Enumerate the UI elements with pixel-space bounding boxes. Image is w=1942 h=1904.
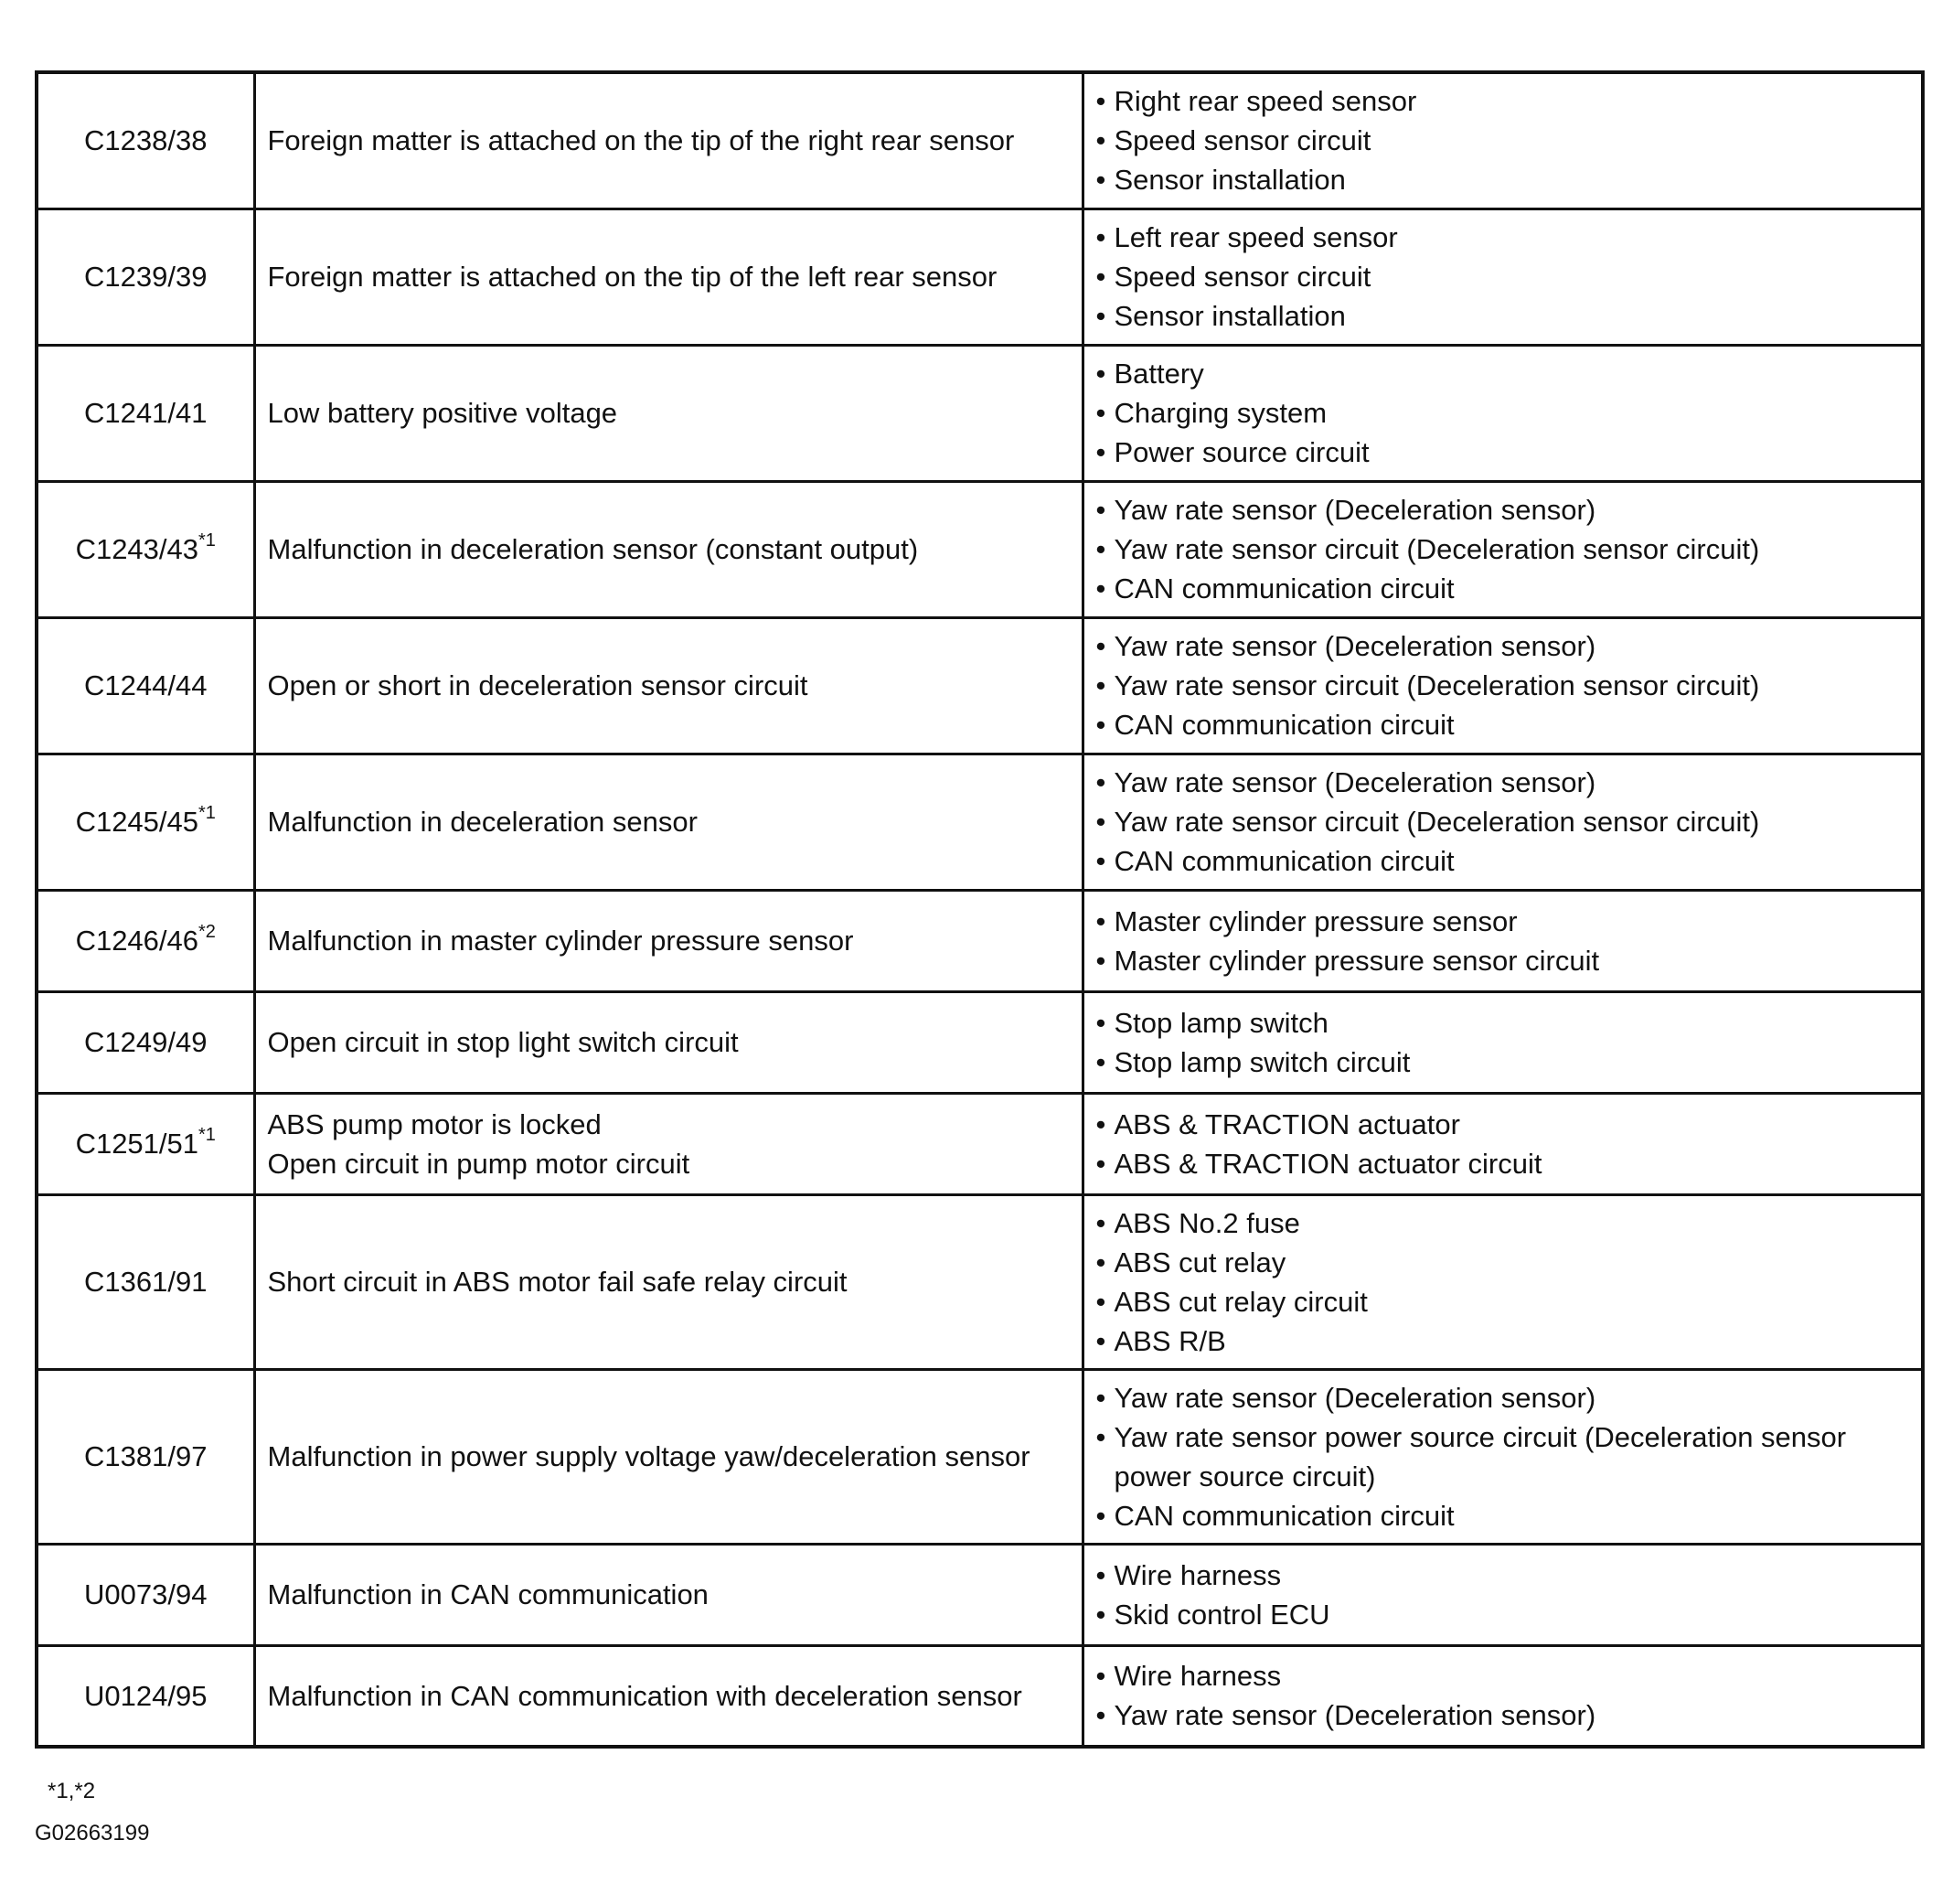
dtc-code: U0073/94 — [84, 1578, 208, 1610]
trouble-area-list — [1096, 626, 1922, 744]
trouble-area-text: Wire harness — [1114, 1558, 1282, 1591]
list-item — [1096, 1556, 1922, 1595]
trouble-area-text: Yaw rate sensor circuit (Deceleration sensor circuit) — [1114, 669, 1760, 701]
dtc-code: C1381/97 — [84, 1440, 208, 1472]
dtc-code-cell — [37, 1645, 254, 1747]
bullet-icon: • — [1095, 1598, 1106, 1631]
detection-cell — [254, 1645, 1083, 1747]
bullet-icon: • — [1095, 494, 1106, 526]
trouble-area-cell — [1083, 209, 1923, 345]
trouble-area-cell — [1083, 345, 1923, 481]
list-item — [1096, 257, 1922, 296]
trouble-area-cell — [1083, 1093, 1923, 1194]
trouble-area-text: Yaw rate sensor (Deceleration sensor) — [1114, 766, 1596, 798]
bullet-icon: • — [1095, 1660, 1106, 1693]
bullet-icon: • — [1095, 904, 1106, 937]
detection-text: Foreign matter is attached on the tip of the right rear sensor — [267, 124, 1015, 157]
detection-text: Malfunction in power supply voltage yaw/deceleration sensor — [267, 1440, 1030, 1472]
list-item — [1096, 529, 1922, 569]
bullet-icon: • — [1095, 436, 1106, 468]
bullet-icon: • — [1095, 1324, 1106, 1357]
trouble-area-text: Charging system — [1114, 397, 1328, 429]
trouble-area-list — [1096, 1656, 1922, 1735]
trouble-area-list — [1096, 1203, 1922, 1361]
detection-cell — [254, 345, 1083, 481]
detection-text: Short circuit in ABS motor fail safe relay circuit — [267, 1266, 848, 1298]
trouble-area-text: ABS cut relay circuit — [1114, 1285, 1368, 1318]
trouble-area-text: CAN communication circuit — [1114, 572, 1455, 604]
list-item — [1096, 1203, 1922, 1243]
detection-cell — [254, 754, 1083, 890]
bullet-icon: • — [1095, 709, 1106, 741]
detection-text: ABS pump motor is locked — [267, 1107, 602, 1140]
trouble-area-list — [1096, 1378, 1922, 1535]
trouble-area-list — [1096, 763, 1922, 881]
table-row — [37, 991, 1923, 1093]
trouble-area-cell — [1083, 72, 1923, 209]
bullet-icon: • — [1095, 397, 1106, 429]
bullet-icon: • — [1095, 1558, 1106, 1591]
dtc-code: C1246/46 — [75, 925, 199, 957]
bullet-icon: • — [1095, 1147, 1106, 1180]
trouble-area-text: Yaw rate sensor (Deceleration sensor) — [1114, 1699, 1596, 1732]
list-item — [1096, 1105, 1922, 1144]
dtc-code-cell — [37, 209, 254, 345]
list-item — [1096, 569, 1922, 608]
trouble-area-cell — [1083, 1369, 1923, 1544]
dtc-code-cell — [37, 1093, 254, 1194]
bullet-icon: • — [1095, 85, 1106, 118]
dtc-code: U0124/95 — [84, 1679, 208, 1712]
trouble-area-text: Yaw rate sensor circuit (Deceleration sensor circuit) — [1114, 533, 1760, 565]
trouble-area-text: ABS No.2 fuse — [1114, 1206, 1300, 1239]
list-item — [1096, 705, 1922, 744]
trouble-area-text: Skid control ECU — [1114, 1598, 1330, 1631]
trouble-area-cell — [1083, 991, 1923, 1093]
dtc-code-cell — [37, 890, 254, 991]
list-item — [1096, 1695, 1922, 1735]
trouble-area-text: Power source circuit — [1114, 436, 1370, 468]
detection-cell — [254, 1544, 1083, 1645]
list-item — [1096, 218, 1922, 257]
trouble-area-text: Left rear speed sensor — [1114, 221, 1398, 253]
dtc-code: C1251/51 — [75, 1128, 199, 1160]
list-item — [1096, 802, 1922, 841]
dtc-code-cell — [37, 72, 254, 209]
detection-cell — [254, 617, 1083, 754]
dtc-code-cell — [37, 754, 254, 890]
dtc-footnote-marker: *1 — [198, 530, 216, 551]
trouble-area-list — [1096, 218, 1922, 336]
bullet-icon: • — [1095, 164, 1106, 197]
table-row — [37, 72, 1923, 209]
trouble-area-text: ABS & TRACTION actuator — [1114, 1107, 1460, 1140]
trouble-area-list — [1096, 81, 1922, 199]
dtc-code-cell — [37, 991, 254, 1093]
table-row — [37, 1369, 1923, 1544]
list-item — [1096, 941, 1922, 980]
trouble-area-text: Battery — [1114, 358, 1204, 390]
bullet-icon: • — [1095, 806, 1106, 838]
bullet-icon: • — [1095, 1006, 1106, 1039]
dtc-code: C1249/49 — [84, 1026, 208, 1058]
dtc-table — [35, 70, 1925, 1749]
list-item — [1096, 1417, 1922, 1496]
dtc-code-cell — [37, 1544, 254, 1645]
trouble-area-text: Speed sensor circuit — [1114, 124, 1371, 157]
trouble-area-list — [1096, 354, 1922, 472]
detection-text: Malfunction in deceleration sensor (constant output) — [267, 533, 919, 565]
bullet-icon: • — [1095, 1045, 1106, 1078]
list-item — [1096, 626, 1922, 666]
table-row — [37, 754, 1923, 890]
trouble-area-text: CAN communication circuit — [1114, 1499, 1455, 1532]
detection-text: Malfunction in master cylinder pressure sensor — [267, 925, 854, 957]
figure-id: G02663199 — [35, 1821, 150, 1845]
dtc-footnote-marker: *2 — [198, 922, 216, 942]
dtc-code: C1238/38 — [84, 124, 208, 157]
bullet-icon: • — [1095, 669, 1106, 701]
bullet-icon: • — [1095, 358, 1106, 390]
list-item — [1096, 1321, 1922, 1361]
bullet-icon: • — [1095, 1285, 1106, 1318]
trouble-area-text: ABS & TRACTION actuator circuit — [1114, 1147, 1542, 1180]
table-row — [37, 1093, 1923, 1194]
trouble-area-list — [1096, 1003, 1922, 1082]
trouble-area-text: Stop lamp switch — [1114, 1006, 1328, 1039]
detection-text: Open circuit in pump motor circuit — [267, 1147, 690, 1180]
trouble-area-text: ABS cut relay — [1114, 1246, 1286, 1278]
trouble-area-text: Yaw rate sensor (Deceleration sensor) — [1114, 630, 1596, 662]
dtc-code-cell — [37, 345, 254, 481]
bullet-icon: • — [1095, 845, 1106, 877]
table-row — [37, 890, 1923, 991]
trouble-area-text: Sensor installation — [1114, 300, 1346, 332]
trouble-area-text: ABS R/B — [1114, 1324, 1226, 1357]
detection-cell — [254, 1194, 1083, 1369]
table-row — [37, 345, 1923, 481]
list-item — [1096, 1243, 1922, 1282]
list-item — [1096, 393, 1922, 433]
list-item — [1096, 1595, 1922, 1634]
bullet-icon: • — [1095, 944, 1106, 977]
trouble-area-cell — [1083, 754, 1923, 890]
list-item — [1096, 354, 1922, 393]
list-item — [1096, 841, 1922, 881]
trouble-area-cell — [1083, 617, 1923, 754]
detection-text: Malfunction in CAN communication with deceleration sensor — [267, 1679, 1022, 1712]
dtc-code: C1245/45 — [75, 806, 199, 838]
trouble-area-text: Yaw rate sensor (Deceleration sensor) — [1114, 494, 1596, 526]
dtc-footnote-marker: *1 — [198, 803, 216, 823]
list-item — [1096, 666, 1922, 705]
list-item — [1096, 296, 1922, 336]
trouble-area-cell — [1083, 1544, 1923, 1645]
trouble-area-text: Yaw rate sensor power source circuit (Deceleration sensor power source circuit) — [1114, 1420, 1847, 1492]
trouble-area-cell — [1083, 481, 1923, 617]
list-item — [1096, 763, 1922, 802]
bullet-icon: • — [1095, 630, 1106, 662]
list-item — [1096, 81, 1922, 121]
table-row — [37, 1544, 1923, 1645]
trouble-area-text: Master cylinder pressure sensor — [1114, 904, 1518, 937]
trouble-area-text: Wire harness — [1114, 1660, 1282, 1693]
bullet-icon: • — [1095, 1420, 1106, 1453]
dtc-code: C1241/41 — [84, 397, 208, 429]
detection-text: Malfunction in CAN communication — [267, 1578, 709, 1610]
bullet-icon: • — [1095, 572, 1106, 604]
table-row — [37, 1645, 1923, 1747]
bullet-icon: • — [1095, 221, 1106, 253]
list-item — [1096, 1656, 1922, 1695]
bullet-icon: • — [1095, 261, 1106, 293]
bullet-icon: • — [1095, 1699, 1106, 1732]
list-item — [1096, 1282, 1922, 1321]
trouble-area-text: Right rear speed sensor — [1114, 85, 1417, 118]
trouble-area-text: Sensor installation — [1114, 164, 1346, 197]
table-row — [37, 209, 1923, 345]
bullet-icon: • — [1095, 124, 1106, 157]
detection-text: Low battery positive voltage — [267, 397, 618, 429]
trouble-area-cell — [1083, 1194, 1923, 1369]
detection-cell — [254, 890, 1083, 991]
list-item — [1096, 433, 1922, 472]
detection-cell — [254, 209, 1083, 345]
detection-cell — [254, 72, 1083, 209]
trouble-area-text: CAN communication circuit — [1114, 845, 1455, 877]
detection-text: Open or short in deceleration sensor circuit — [267, 669, 808, 701]
trouble-area-text: Yaw rate sensor circuit (Deceleration sensor circuit) — [1114, 806, 1760, 838]
list-item — [1096, 1003, 1922, 1043]
bullet-icon: • — [1095, 1206, 1106, 1239]
bullet-icon: • — [1095, 1246, 1106, 1278]
dtc-code: C1244/44 — [84, 669, 208, 701]
trouble-area-text: Master cylinder pressure sensor circuit — [1114, 944, 1600, 977]
trouble-area-list — [1096, 1556, 1922, 1634]
list-item — [1096, 121, 1922, 160]
dtc-code-cell — [37, 1194, 254, 1369]
dtc-code: C1361/91 — [84, 1266, 208, 1298]
detection-text: Open circuit in stop light switch circuit — [267, 1026, 739, 1058]
list-item — [1096, 902, 1922, 941]
trouble-area-list — [1096, 902, 1922, 980]
detection-text: Foreign matter is attached on the tip of the left rear sensor — [267, 261, 998, 293]
detection-cell — [254, 991, 1083, 1093]
bullet-icon: • — [1095, 1107, 1106, 1140]
trouble-area-list — [1096, 490, 1922, 608]
trouble-area-text: CAN communication circuit — [1114, 709, 1455, 741]
detection-cell — [254, 481, 1083, 617]
detection-cell — [254, 1093, 1083, 1194]
trouble-area-text: Speed sensor circuit — [1114, 261, 1371, 293]
dtc-code-cell — [37, 617, 254, 754]
bullet-icon: • — [1095, 300, 1106, 332]
table-row — [37, 617, 1923, 754]
bullet-icon: • — [1095, 533, 1106, 565]
dtc-code-cell — [37, 1369, 254, 1544]
bullet-icon: • — [1095, 766, 1106, 798]
list-item — [1096, 160, 1922, 199]
dtc-code-cell — [37, 481, 254, 617]
trouble-area-cell — [1083, 1645, 1923, 1747]
footnote: *1,*2 — [48, 1779, 96, 1803]
detection-text: Malfunction in deceleration sensor — [267, 806, 698, 838]
trouble-area-cell — [1083, 890, 1923, 991]
detection-cell — [254, 1369, 1083, 1544]
bullet-icon: • — [1095, 1499, 1106, 1532]
table-row — [37, 481, 1923, 617]
table-row — [37, 1194, 1923, 1369]
dtc-footnote-marker: *1 — [198, 1125, 216, 1145]
dtc-code: C1239/39 — [84, 261, 208, 293]
list-item — [1096, 490, 1922, 529]
dtc-table-body — [37, 72, 1923, 1747]
trouble-area-list — [1096, 1105, 1922, 1183]
list-item — [1096, 1144, 1922, 1183]
bullet-icon: • — [1095, 1381, 1106, 1414]
dtc-code: C1243/43 — [75, 533, 199, 565]
list-item — [1096, 1496, 1922, 1535]
list-item — [1096, 1378, 1922, 1417]
list-item — [1096, 1043, 1922, 1082]
trouble-area-text: Yaw rate sensor (Deceleration sensor) — [1114, 1381, 1596, 1414]
trouble-area-text: Stop lamp switch circuit — [1114, 1045, 1411, 1078]
